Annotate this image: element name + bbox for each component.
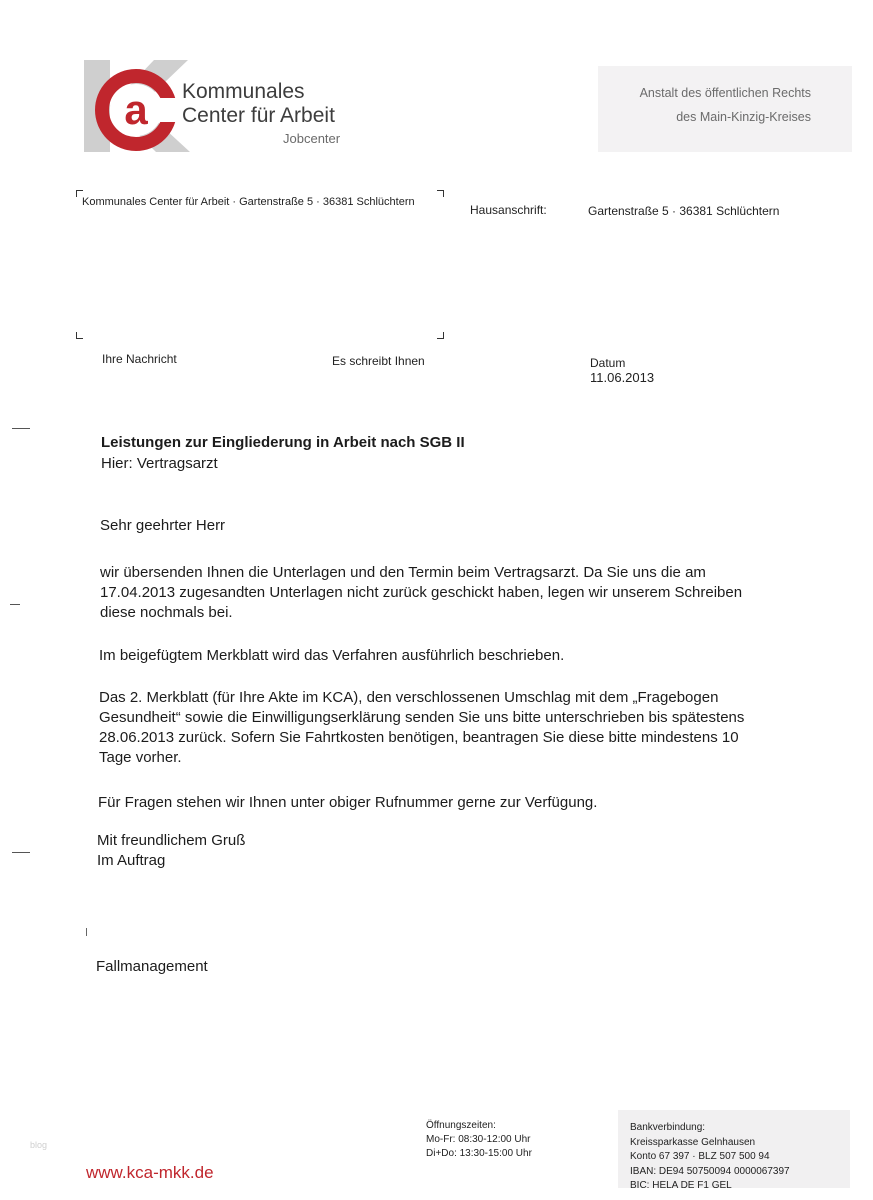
date-label: Datum: [590, 356, 626, 370]
paragraph-1-line: diese nochmals bei.: [100, 604, 233, 621]
paragraph-3-line: Das 2. Merkblatt (für Ihre Akte im KCA), den verschlossenen Umschlag mit dem „Fragebogen: [99, 689, 719, 706]
paragraph-2: Im beigefügtem Merkblatt wird das Verfahren ausführlich beschrieben.: [99, 647, 565, 664]
window-corner-bl: [76, 332, 83, 339]
paragraph-3-line: Tage vorher.: [99, 749, 182, 766]
authority-line1: Anstalt des öffentlichen Rechts: [639, 86, 811, 100]
paragraph-1-line: wir übersenden Ihnen die Unterlagen und den Termin beim Vertragsarzt. Da Sie uns die am: [100, 564, 706, 581]
fold-mark-top: [12, 428, 30, 429]
opening-hours: [426, 1119, 532, 1161]
bank-bic: BIC: HELA DE F1 GEL: [630, 1180, 732, 1191]
house-address-value: Gartenstraße 5 · 36381 Schlüchtern: [588, 204, 780, 218]
paragraph-1: [100, 563, 820, 623]
window-corner-br: [437, 332, 444, 339]
website-link[interactable]: www.kca-mkk.de: [86, 1163, 214, 1182]
bank-details: [630, 1121, 790, 1194]
department: Fallmanagement: [96, 958, 208, 975]
opening-line: Mo-Fr: 08:30-12:00 Uhr: [426, 1134, 531, 1145]
bank-account: Konto 67 397 · BLZ 507 500 94: [630, 1151, 770, 1162]
fold-mark-bottom: [12, 852, 30, 853]
logo-subtitle: Jobcenter: [283, 131, 341, 146]
sender-line: Kommunales Center für Arbeit · Gartenstraße 5 · 36381 Schlüchtern: [82, 196, 415, 208]
your-message-label: Ihre Nachricht: [102, 352, 177, 366]
authority-line2: des Main-Kinzig-Kreises: [676, 110, 811, 124]
paragraph-3-line: Gesundheit“ sowie die Einwilligungserklärung senden Sie uns bitte unterschrieben bis spätestens: [99, 709, 745, 726]
tick-mark: [86, 928, 87, 936]
paragraph-3-line: 28.06.2013 zurück. Sofern Sie Fahrtkosten benötigen, beantragen Sie diese bitte mindestens 10: [99, 729, 739, 746]
faint-mark: blog: [30, 1140, 48, 1150]
paragraph-4: Für Fragen stehen wir Ihnen unter obiger Rufnummer gerne zur Verfügung.: [98, 794, 598, 811]
bank-title: Bankverbindung:: [630, 1122, 706, 1133]
bank-iban: IBAN: DE94 50750094 0000067397: [630, 1165, 790, 1177]
punch-mark: [10, 604, 20, 605]
closing-greeting: Mit freundlichem Gruß: [97, 832, 246, 849]
date-value: 11.06.2013: [590, 370, 655, 385]
closing-on-behalf: Im Auftrag: [97, 852, 166, 869]
subject-line: Leistungen zur Eingliederung in Arbeit nach SGB II: [101, 434, 465, 451]
opening-title: Öffnungszeiten:: [426, 1120, 496, 1131]
logo-name-line1: Kommunales: [182, 80, 305, 103]
paragraph-1-line: 17.04.2013 zugesandten Unterlagen nicht zurück geschickt haben, legen wir unserem Schreiben: [100, 584, 743, 601]
authority-box: [598, 66, 852, 152]
window-corner-tr: [437, 190, 444, 197]
logo-name-line2: Center für Arbeit: [182, 104, 335, 127]
house-address-label: Hausanschrift:: [470, 203, 547, 217]
subject-subline: Hier: Vertragsarzt: [101, 455, 218, 472]
writer-label: Es schreibt Ihnen: [332, 354, 425, 368]
paragraph-3: [99, 688, 829, 768]
bank-name: Kreissparkasse Gelnhausen: [630, 1136, 756, 1148]
svg-text:a: a: [124, 86, 148, 133]
salutation: Sehr geehrter Herr: [100, 517, 226, 534]
opening-line: Di+Do: 13:30-15:00 Uhr: [426, 1148, 532, 1159]
